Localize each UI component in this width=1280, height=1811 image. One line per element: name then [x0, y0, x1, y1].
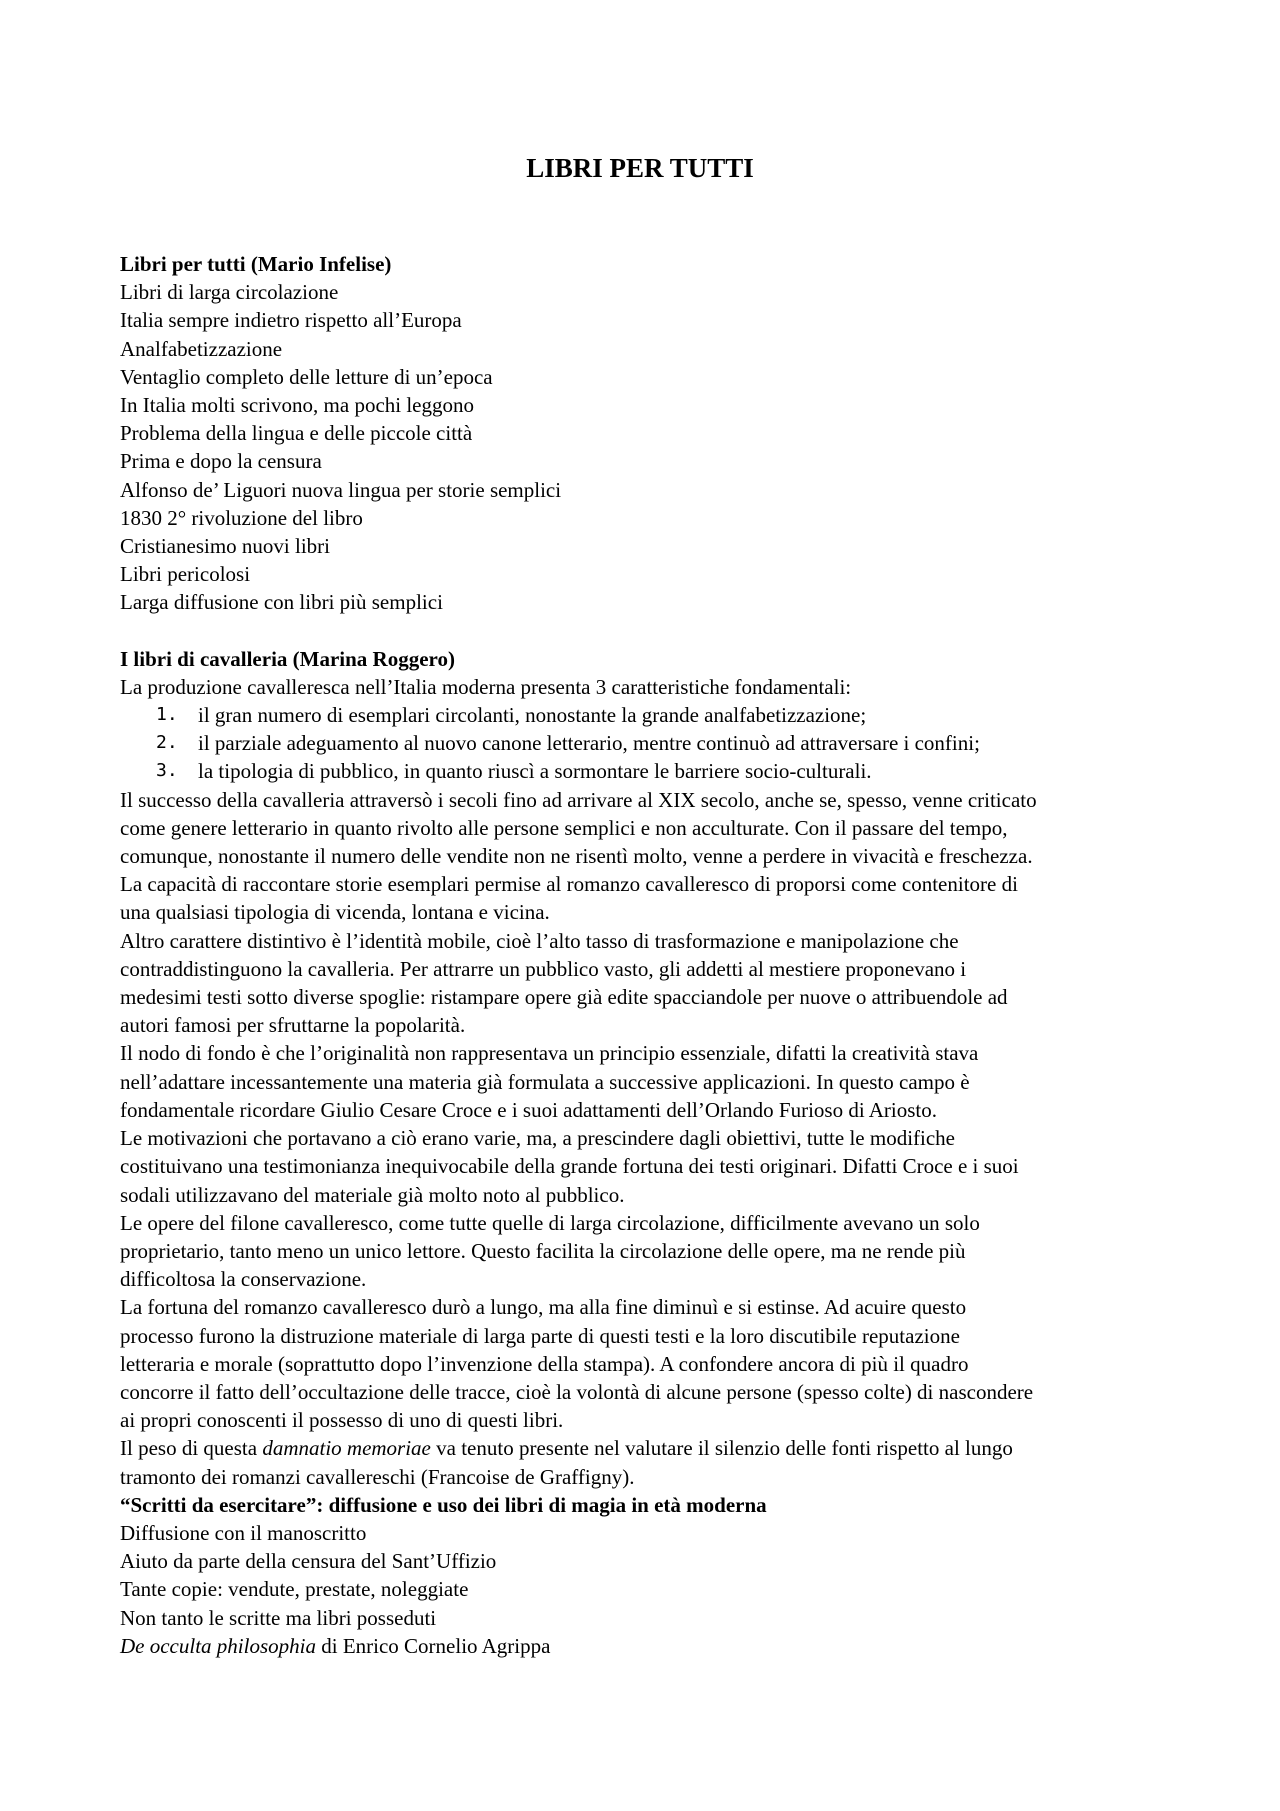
italic-phrase: damnatio memoriae — [262, 1436, 431, 1461]
section-spacer — [120, 617, 1180, 645]
paragraph-line: Il nodo di fondo è che l’originalità non rappresentava un principio essenziale, difatti la creatività stava — [120, 1041, 979, 1066]
paragraph-line: Altro carattere distintivo è l’identità mobile, cioè l’alto tasso di trasformazione e manipolazione che — [120, 928, 959, 953]
page-title: LIBRI PER TUTTI — [526, 153, 754, 183]
paragraph-line: ai propri conoscenti il possesso di uno di questi libri. — [120, 1408, 564, 1433]
paragraph-line: medesimi testi sotto diverse spoglie: ristampare opere già edite spacciandole per nuove o attribuendole ad — [120, 985, 1008, 1010]
paragraph-line: sodali utilizzavano del materiale già molto noto al pubblico. — [120, 1182, 625, 1207]
list-item: In Italia molti scrivono, ma pochi leggono — [120, 393, 475, 418]
document-body — [120, 250, 1180, 1660]
paragraph — [120, 1293, 1180, 1434]
paragraph — [120, 1209, 1180, 1294]
paragraph-line: costituivano una testimonianza inequivocabile della grande fortuna dei testi originari. Difatti Croce e i suoi — [120, 1154, 1019, 1179]
paragraph — [120, 1039, 1180, 1124]
list-item: Diffusione con il manoscritto — [120, 1520, 367, 1545]
paragraph-line: contraddistinguono la cavalleria. Per attrarre un pubblico vasto, gli addetti al mestiere proponevano i — [120, 956, 967, 981]
list-item: Libri pericolosi — [120, 562, 251, 587]
numbered-list-item — [120, 701, 1180, 729]
list-item-text: il gran numero di esemplari circolanti, nonostante la grande analfabetizzazione; — [198, 703, 867, 728]
paragraph-line: una qualsiasi tipologia di vicenda, lontana e vicina. — [120, 900, 550, 925]
paragraph-line: proprietario, tanto meno un unico lettore. Questo facilita la circolazione delle opere, ma ne rende più — [120, 1238, 966, 1263]
numbered-list-item — [120, 729, 1180, 757]
paragraph-line: letteraria e morale (soprattutto dopo l’invenzione della stampa). A confondere ancora di più il quadro — [120, 1351, 969, 1376]
paragraph-line — [120, 1434, 1180, 1462]
paragraph-line: concorre il fatto dell’occultazione delle tracce, cioè la volontà di alcune persone (spesso colte) di nascondere — [120, 1379, 1034, 1404]
italic-book-title: De occulta philosophia — [120, 1633, 316, 1658]
paragraph-line: tramonto dei romanzi cavallereschi (Francoise de Graffigny). — [120, 1464, 635, 1489]
list-item: Aiuto da parte della censura del Sant’Uffizio — [120, 1549, 497, 1574]
paragraph-line: nell’adattare incessantemente una materia già formulata a successive applicazioni. In questo campo è — [120, 1069, 970, 1094]
paragraph-line: autori famosi per sfruttarne la popolarità. — [120, 1013, 466, 1038]
list-number: 1. — [156, 704, 178, 726]
paragraph-line: fondamentale ricordare Giulio Cesare Croce e i suoi adattamenti dell’Orlando Furioso di Ariosto. — [120, 1097, 938, 1122]
list-item: Italia sempre indietro rispetto all’Europa — [120, 308, 462, 333]
numbered-list — [120, 701, 1180, 786]
list-item: Alfonso de’ Liguori nuova lingua per storie semplici — [120, 477, 562, 502]
paragraph — [120, 1434, 1180, 1490]
list-item: Larga diffusione con libri più semplici — [120, 590, 443, 615]
list-item-text: il parziale adeguamento al nuovo canone letterario, mentre continuò ad attraversare i confini; — [198, 731, 980, 756]
list-item: Libri di larga circolazione — [120, 280, 339, 305]
list-number: 2. — [156, 732, 178, 754]
list-item — [120, 1632, 1180, 1660]
paragraph-line: Le opere del filone cavalleresco, come tutte quelle di larga circolazione, difficilmente avevano un solo — [120, 1210, 980, 1235]
paragraph-line: Il successo della cavalleria attraversò i secoli fino ad arrivare al XIX secolo, anche se, spesso, venne criticato — [120, 787, 1037, 812]
paragraph-line: processo furono la distruzione materiale di larga parte di questi testi e la loro discutibile reputazione — [120, 1323, 960, 1348]
paragraph-line: La capacità di raccontare storie esemplari permise al romanzo cavalleresco di proporsi come contenitore di — [120, 872, 1018, 897]
section-heading-libri-per-tutti: Libri per tutti (Mario Infelise) — [120, 252, 392, 276]
text-run: va tenuto presente nel valutare il silenzio delle fonti rispetto al lungo — [430, 1436, 1013, 1461]
paragraph — [120, 927, 1180, 1040]
section-intro: La produzione cavalleresca nell’Italia moderna presenta 3 caratteristiche fondamentali: — [120, 674, 852, 699]
paragraph — [120, 786, 1180, 927]
section-heading-libri-di-cavalleria: I libri di cavalleria (Marina Roggero) — [120, 646, 455, 671]
paragraph — [120, 1124, 1180, 1209]
section-heading-scritti-da-esercitare: “Scritti da esercitare”: diffusione e uso dei libri di magia in età moderna — [120, 1492, 767, 1517]
list-number: 3. — [156, 760, 178, 782]
paragraph-line: Le motivazioni che portavano a ciò erano varie, ma, a prescindere dagli obiettivi, tutte le modifiche — [120, 1126, 956, 1151]
list-item: Problema della lingua e delle piccole città — [120, 421, 473, 446]
list-item: Cristianesimo nuovi libri — [120, 534, 330, 559]
list-item-text: la tipologia di pubblico, in quanto riuscì a sormontare le barriere socio-culturali. — [198, 759, 872, 784]
paragraph-line: come genere letterario in quanto rivolto alle persone semplici e non acculturate. Con il passare del tempo, — [120, 815, 1008, 840]
list-item: 1830 2° rivoluzione del libro — [120, 505, 363, 530]
list-item: Tante copie: vendute, prestate, noleggiate — [120, 1577, 469, 1602]
list-item: Prima e dopo la censura — [120, 449, 322, 474]
paragraph-line: difficoltosa la conservazione. — [120, 1267, 367, 1292]
paragraph-line: comunque, nonostante il numero delle vendite non ne risentì molto, venne a perdere in vivacità e freschezza. — [120, 844, 1033, 869]
list-item: Ventaglio completo delle letture di un’epoca — [120, 364, 493, 389]
text-run: Il peso di questa — [120, 1436, 263, 1461]
list-item: Non tanto le scritte ma libri posseduti — [120, 1605, 437, 1630]
list-item: Analfabetizzazione — [120, 336, 283, 361]
text-run: di Enrico Cornelio Agrippa — [315, 1633, 551, 1658]
numbered-list-item — [120, 757, 1180, 785]
paragraph-line: La fortuna del romanzo cavalleresco durò a lungo, ma alla fine diminuì e si estinse. Ad acuire questo — [120, 1295, 967, 1320]
